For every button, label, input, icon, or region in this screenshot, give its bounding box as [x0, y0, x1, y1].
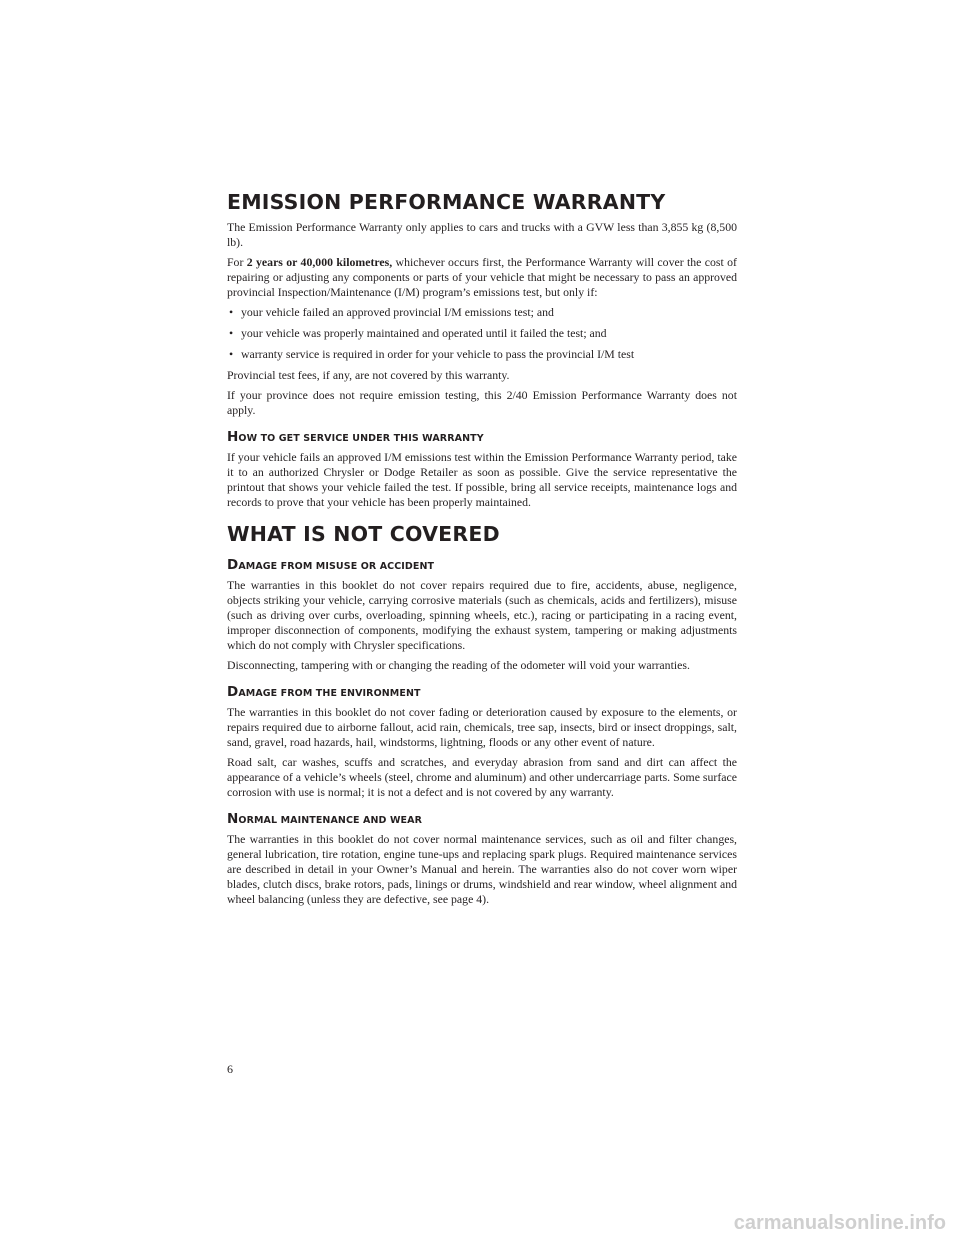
watermark: carmanualsonline.info	[733, 1212, 946, 1234]
emission-warranty-intro: The Emission Performance Warranty only applies to cars and trucks with a GVW less than 3,855 kg (8,500 lb).	[227, 220, 737, 249]
maintenance-wear-heading	[227, 812, 737, 828]
road-salt-text: Road salt, car washes, scuffs and scratches, and everyday abrasion from sand and dirt can affect the appearance of a vehicle’s wheels (steel, chrome and aluminum) and other undercarriage parts. Some surface corrosion with use is normal; it is not a defect and is not covered by any warranty.	[227, 755, 737, 799]
misuse-accident-heading	[227, 558, 737, 574]
test-fees-note: Provincial test fees, if any, are not covered by this warranty.	[227, 368, 510, 382]
how-to-get-service-heading	[227, 430, 737, 446]
coverage-prefix: For	[227, 255, 247, 269]
list-item	[227, 347, 737, 362]
heading-initial: D	[227, 684, 239, 700]
list-item-text: warranty service is required in order for your vehicle to pass the provincial I/M test	[241, 347, 635, 361]
emission-warranty-heading: EMISSION PERFORMANCE WARRANTY	[227, 190, 666, 214]
heading-rest: AMAGE FROM MISUSE OR ACCIDENT	[238, 561, 435, 572]
environment-text: The warranties in this booklet do not cover fading or deterioration caused by exposure to the elements, or repairs required due to airborne fallout, acid rain, chemicals, tree sap, insects, bird or insect droppings, salt, sand, gravel, road hazards, hail, windstorms, lightning, floods or any other event of nature.	[227, 705, 737, 749]
heading-rest: AMAGE FROM THE ENVIRONMENT	[238, 688, 421, 699]
heading-rest: ORMAL MAINTENANCE AND WEAR	[238, 815, 422, 826]
environment-heading	[227, 685, 737, 701]
list-item	[227, 326, 737, 341]
misuse-accident-text: The warranties in this booklet do not cover repairs required due to fire, accidents, abuse, negligence, objects striking your vehicle, carrying corrosive materials (such as chemicals, acids and fertilizers), misuse (such as driving over curbs, overloading, spinning wheels, etc.), racing or participating in a racing event, improper disconnection of components, modifying the exhaust system, tampering or making adjustments which do not comply with Chrysler specifications.	[227, 578, 737, 652]
bullet-icon: •	[229, 326, 234, 340]
not-covered-heading: WHAT IS NOT COVERED	[227, 522, 500, 546]
odometer-note: Disconnecting, tampering with or changing the reading of the odometer will void your warranties.	[227, 658, 690, 672]
heading-initial: H	[227, 429, 239, 445]
coverage-conditions-list	[227, 305, 737, 362]
coverage-term: 2 years or 40,000 kilometres,	[246, 255, 393, 269]
heading-initial: D	[227, 557, 239, 573]
list-item-text: your vehicle failed an approved provincial I/M emissions test; and	[241, 305, 554, 319]
heading-initial: N	[227, 811, 239, 827]
emission-warranty-coverage	[227, 255, 737, 300]
coverage-text: whichever occurs first, the Performance Warranty will cover the cost of repairing or adjusting any components or parts of your vehicle that might be necessary to pass an approved provincial Inspection/Maintenance (I/M) program’s emissions test, but only if:	[227, 255, 737, 299]
province-note: If your province does not require emission testing, this 2/40 Emission Performance Warranty does not apply.	[227, 388, 737, 417]
maintenance-wear-text: The warranties in this booklet do not cover normal maintenance services, such as oil and filter changes, general lubrication, tire rotation, engine tune-ups and replacing spark plugs. Required maintenance services are described in detail in your Owner’s Manual and herein. The warranties also do not cover worn wiper blades, clutch discs, brake rotors, pads, linings or drums, windshield and rear window, wheel alignment and wheel balancing (unless they are defective, see page 4).	[227, 832, 737, 906]
page-number: 6	[227, 1062, 233, 1076]
list-item	[227, 305, 737, 320]
how-to-get-service-text: If your vehicle fails an approved I/M emissions test within the Emission Performance Warranty period, take it to an authorized Chrysler or Dodge Retailer as soon as possible. Give the service representative the printout that shows your vehicle failed the test. If possible, bring all service receipts, maintenance logs and records to prove that your vehicle has been properly maintained.	[227, 450, 737, 509]
heading-rest: OW TO GET SERVICE UNDER THIS WARRANTY	[238, 433, 484, 444]
page-content	[227, 190, 737, 912]
bullet-icon: •	[229, 347, 234, 361]
list-item-text: your vehicle was properly maintained and operated until it failed the test; and	[241, 326, 607, 340]
bullet-icon: •	[229, 305, 234, 319]
